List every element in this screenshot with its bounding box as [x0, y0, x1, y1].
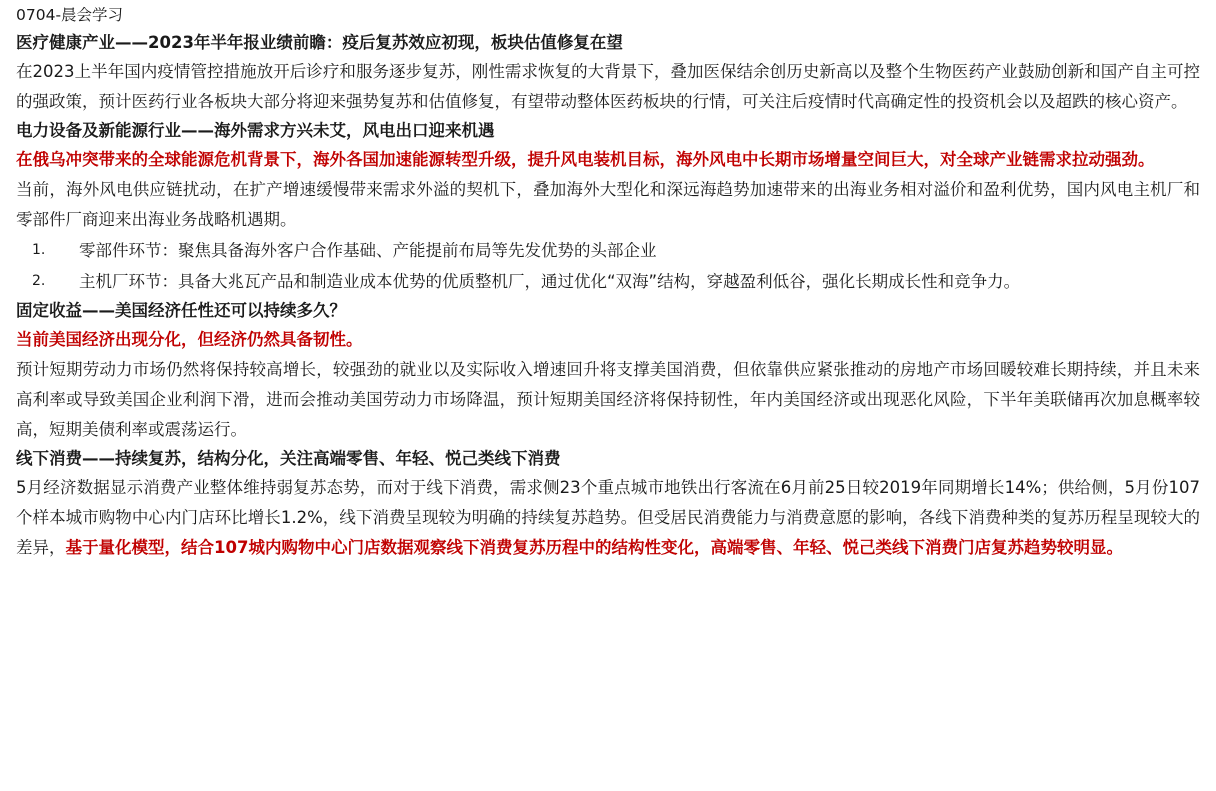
list-item-number: 1.: [32, 242, 46, 258]
list-item-text: 主机厂环节：具备大兆瓦产品和制造业成本优势的优质整机厂，通过优化“双海”结构，穿越盈利低谷，强化长期成长性和竞争力。: [79, 272, 1021, 291]
section-body-offline-consumption-text: 5月经济数据显示消费产业整体维持弱复苏态势，而对于线下消费，需求侧23个重点城市地铁出行客流在6月前25日较2019年同期增长14%；供给侧，5月份107个样本城市购物中心内门店环比增长1.2%，线下消费呈现较为明确的持续复苏趋势。但受居民消费能力与消费意愿的影响，各线下消费种类的复苏历程呈现较大的差异，: [16, 478, 1200, 557]
section-highlight-offline-consumption: 基于量化模型，结合107城内购物中心门店数据观察线下消费复苏历程中的结构性变化，高端零售、年轻、悦己类线下消费门店复苏趋势较明显。: [65, 538, 1123, 557]
list-item: [16, 235, 1200, 266]
section-highlight-fixed-income: 当前美国经济出现分化，但经济仍然具备韧性。: [16, 330, 363, 349]
list-item: [16, 266, 1200, 297]
section-heading-healthcare: 医疗健康产业——2023年半年报业绩前瞻：疫后复苏效应初现，板块估值修复在望: [16, 33, 623, 52]
document-title: 0704-晨会学习: [16, 6, 124, 24]
list-item-number: 2.: [32, 273, 46, 289]
section-body-offline-consumption: [16, 473, 1200, 563]
section-body-healthcare: 在2023上半年国内疫情管控措施放开后诊疗和服务逐步复苏，刚性需求恢复的大背景下，叠加医保结余创历史新高以及整个生物医药产业鼓励创新和国产自主可控的强政策，预计医药行业各板块大部分将迎来强势复苏和估值修复，有望带动整体医药板块的行情，可关注后疫情时代高确定性的投资机会以及超跌的核心资产。: [16, 62, 1200, 111]
list-item-text: 零部件环节：聚焦具备海外客户合作基础、产能提前布局等先发优势的头部企业: [79, 241, 657, 260]
section-body-new-energy: 当前，海外风电供应链扰动，在扩产增速缓慢带来需求外溢的契机下，叠加海外大型化和深远海趋势加速带来的出海业务相对溢价和盈利优势，国内风电主机厂和零部件厂商迎来出海业务战略机遇期。: [16, 180, 1200, 229]
section-heading-new-energy: 电力设备及新能源行业——海外需求方兴未艾，风电出口迎来机遇: [16, 121, 495, 140]
section-highlight-new-energy: 在俄乌冲突带来的全球能源危机背景下，海外各国加速能源转型升级，提升风电装机目标，海外风电中长期市场增量空间巨大，对全球产业链需求拉动强劲。: [16, 150, 1155, 169]
section-heading-offline-consumption: 线下消费——持续复苏，结构分化，关注高端零售、年轻、悦己类线下消费: [16, 449, 561, 468]
numbered-list: [16, 235, 1200, 297]
section-body-fixed-income: 预计短期劳动力市场仍然将保持较高增长，较强劲的就业以及实际收入增速回升将支撑美国消费，但依靠供应紧张推动的房地产市场回暖较难长期持续，并且未来高利率或导致美国企业利润下滑，进而会推动美国劳动力市场降温，预计短期美国经济将保持韧性，年内美国经济或出现恶化风险，下半年美联储再次加息概率较高，短期美债利率或震荡运行。: [16, 360, 1200, 439]
section-heading-fixed-income: 固定收益——美国经济任性还可以持续多久？: [16, 301, 346, 320]
